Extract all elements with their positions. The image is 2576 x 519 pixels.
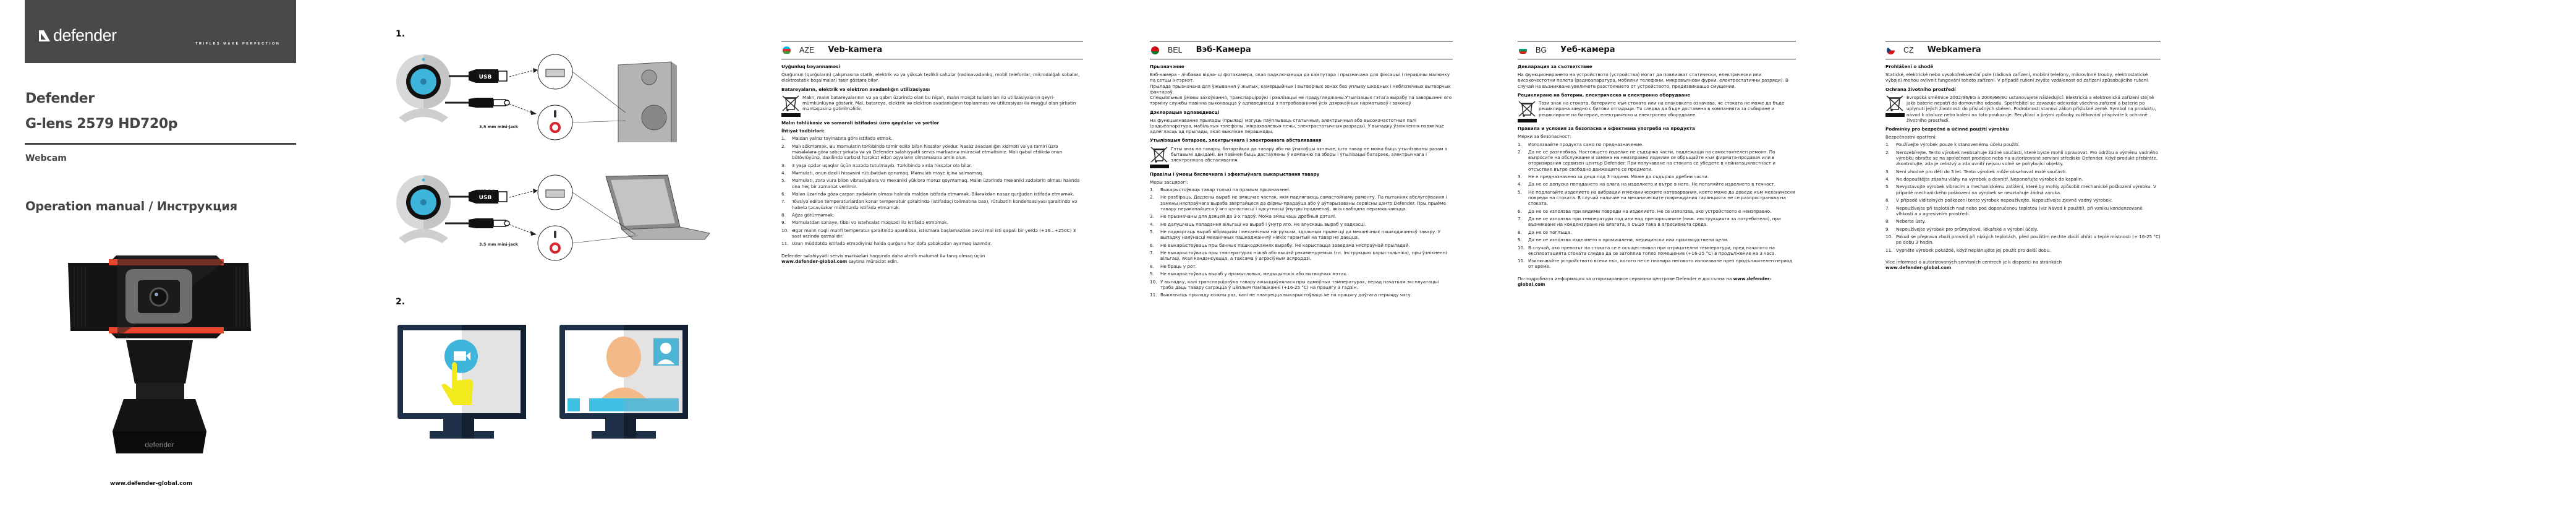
item-text: Neberte ústy. [1896, 218, 1926, 225]
section-header-aze [781, 41, 1083, 59]
precaution-item [781, 228, 1083, 239]
step-2-number: 2. [396, 297, 406, 307]
precaution-item [781, 199, 1083, 210]
item-number: 11. [781, 241, 789, 247]
declaration-heading: Декларация за съответствие [1518, 64, 1592, 69]
precaution-item [1150, 187, 1453, 192]
precaution-item [1150, 242, 1453, 248]
recycling-text: Evropská směmice 2002/96/EG a 2006/66/EU ustanovujete následující: Elektrická a elektronická zařízení stejně jako baterie nepatří do domovního odpadu. Spotřebitel se zavazuje odevzdat všechna zařízení a baterie po uplynutí jejich životnosti do příslušných sběren. Podrobnosti stanoví zákon příslušné země. Symbol na produktu, návod k obsluze nebo balení na toto poukazuje. Recyklací a jinými způsoby zužitkování přispíváte k ochraně životního prostředí. [1906, 94, 2156, 123]
item-text: Məmulatı, zərə vura bilən vibrasiyalara və mexaniki yüklərə məruz qoymamaq. Malın üzərində mexaniki zədələrin olması halında ona heç bir zəmanət verilmir. [792, 178, 1080, 189]
footer-note [1518, 276, 1796, 287]
brand-logo-text: defender [53, 26, 117, 45]
footer-website-link[interactable]: www.defender-global.com [1518, 275, 1772, 287]
item-number: 8. [781, 212, 786, 218]
precaution-item [1150, 264, 1453, 269]
item-number: 6. [1518, 208, 1522, 214]
pc-connection-diagram [396, 49, 717, 142]
item-text: Да не се разглобява. Настоящето изделие не съдържа части, подлежащи на самостоятелен ремонт. По въпросите на обслужване и замяна на неизправно изделие се обръщайте към фирмата-продавач или в оторизирания сервизен център Defender. При получаване на стоката се убедете в нейнатацялостност и отсъствие вътре свободно движещите се предмети. [1528, 148, 1775, 172]
usb-plug-label: USB [478, 74, 492, 80]
recycling-block [781, 95, 1083, 117]
item-number: 8. [1885, 218, 1890, 225]
footer-text: По-подробната информация за оторизираните сервизни центрове Defender е достъпна на [1518, 275, 1733, 281]
item-number: 2. [1150, 194, 1154, 200]
item-number: 6. [1885, 197, 1890, 204]
precaution-item [1150, 229, 1453, 240]
item-number: 7. [781, 199, 786, 205]
footer-note [1885, 259, 2161, 270]
precaution-item [781, 144, 1083, 161]
page-bg [1518, 41, 1796, 289]
item-text: Maldan yalnız təyinatına görə istifadə etmək. [792, 135, 893, 142]
item-text: Не разбіраць. Дадзены выраб не змяшчае частак, якія падлягаюць самастойнаму рамонту. Па пытаннях абслугоўвання і замены няспраўнага выраба звяртайцеся да фірмы-прадаўца або ў аўтарызаваны сервісны цэнтр Defender. Пры прыёме тавару пераканайцеся ў яго цэласнасці і адсутнасці ўнутры прадметаў, якія свабодна перамяшчаюцца. [1160, 194, 1447, 212]
precautions-list [781, 135, 1083, 246]
item-text: Използвайте продукта само по предназначение. [1528, 141, 1644, 147]
precaution-item [1885, 176, 2161, 182]
page-title: Veb-kamera [828, 45, 883, 54]
item-number: 10. [1885, 233, 1893, 239]
precaution-item [1518, 149, 1796, 172]
crossed-out-wheelie-bin-icon [1150, 146, 1168, 163]
precaution-item [781, 191, 1083, 197]
recycling-heading: Ochrana životního prostředí [1885, 86, 1956, 92]
precaution-item [1518, 142, 1796, 147]
item-number: 6. [781, 191, 786, 197]
precautions-heading: Мерки за безопасност: [1518, 134, 1571, 140]
item-text: Tövsiyə edilən temperaturlardan kənar temperatuir şəraitində (istifadəçi təlimatına bax), rütubətin kondensasiyası şəraitində və habelə təcavüzkar mühitlərdə istifadə etməmək. [792, 199, 1078, 210]
declaration-text: На функцыянаванне прылады (прылад) могуць паўплываць статычныя, электрычныя або высокачастотныя палі (радыёапаратура, мабільныя тэлефоны, мікрахвалевыя печы, электрастатычныя разрады). У выпадку ўзнікнення павялічце адлегласць ад прылады, якая выклікае перашкоды. [1150, 117, 1445, 135]
recycling-block [1885, 95, 2161, 123]
item-number: 1. [781, 135, 786, 142]
item-number: 11. [1885, 247, 1893, 253]
declaration-heading: Дэкларацыя адпаведнасці [1150, 109, 1220, 115]
item-text: Používejte výrobek pouze k stanovenému účelu použití. [1896, 142, 2020, 148]
item-text: Məmulatı, onun daxili hissəsini rütubətdən qorumaq. Məmulatı maye içinə salmamaq. [792, 169, 984, 176]
item-number: 5. [1885, 184, 1890, 190]
item-number: 3. [1518, 174, 1522, 179]
purpose-heading: Прызначэнне [1150, 64, 1184, 69]
item-number: 7. [1885, 205, 1890, 211]
item-number: 5. [1150, 229, 1154, 235]
rules-heading: Правила и условия за безопасна и ефективна употреба на продукта [1518, 126, 1695, 132]
precaution-item [781, 220, 1083, 225]
precaution-item [1150, 292, 1453, 298]
footer-website-link[interactable]: www.defender-global.com [781, 258, 848, 264]
precautions-heading: İhtiyat tədbirləri: [781, 128, 825, 134]
item-text: Да не се използва при температури под или над препоръчаните (виж. инструкцията за потребителя), при възникване на кондензиране на влагата, а също така в агресивната среда. [1528, 216, 1781, 228]
precautions-heading: Меры засцярогі: [1150, 179, 1188, 185]
item-text: Не подлагайте изделието на вибрации и механическите натоварвания, което може да доведе към механически повреди на стоката. В случай наличие на механическите повреждания гаранцията не се разпространява на стоката. [1528, 189, 1795, 207]
item-number: 11. [1518, 258, 1525, 264]
jack-label-pc: 3.5 mm mini-jack [479, 124, 518, 129]
precaution-item [781, 212, 1083, 218]
item-number: 7. [1518, 216, 1522, 222]
page-title: Уеб-камера [1560, 45, 1615, 54]
purpose-text-1: Вэб-камера - лічбавая відэа- ці фотакамера, якая падключаецца да кампутара і прызначана для фіксацыі і перадачы малюнку па сетцы Інтэрнэт. [1150, 72, 1450, 84]
manual-title: Operation manual / Инструкция [25, 199, 237, 213]
item-number: 2. [1518, 148, 1522, 155]
item-number: 4. [1518, 181, 1522, 187]
precaution-item [1150, 213, 1453, 219]
precaution-item [1518, 229, 1796, 235]
purpose-text-3: Спецыяльныя ўмовы захоўвання, транспарціроўкі і рэалізацыі не прадугледжаны.Утылізацыя гэтага вырабу па завяршэнні яго тэрміну службы павінна выконвацца ў адпаведнасці з патрабаваннямі ўсіх дзяржаўных нарматываў і законаў [1150, 95, 1452, 106]
item-text: Не прызначаны для дзяцей да 3-х гадоў. Можа змяшчаць дробныя дэталі. [1160, 213, 1337, 220]
precaution-item [1885, 197, 2161, 203]
caller-avatar-icon [606, 337, 641, 377]
brand-slogan: TRIFLES MAKE PERFECTION [195, 42, 281, 46]
item-text: Malı sökməmək. Bu məmulatın tərkibində təmir edilə bilən hissələr yoxdur. Nasaz avadanlığın xidməti və ya təmiri üzrə məsələlərə görə satıcı-şirkətə və ya Defender səlahiyyətli servis mərkəzinə müraciət etməlisiniz. Malı qəbul etdikdə onun bütövlüyünə, daxilində sərbəst hərəkət edən əşyaların olmamasına əmin olun. [792, 143, 1063, 161]
item-number: 11. [1150, 292, 1157, 298]
item-number: 4. [1885, 176, 1890, 182]
item-text: Ne dopouštějte zásahu vláhy na výrobek a dovnitř. Neponořujte výrobek do kapalin. [1896, 176, 2083, 182]
rules-heading: Правілы і ўмовы бяспечнага і эфектыўнага выкарыстання тавару [1150, 171, 1320, 177]
item-text: Nepoužívejte výrobek pro průmyslové, lékařské a výrobní účely. [1896, 226, 2038, 232]
item-text: Не падвяргаць выраб вібрацыям і механічным нагрузкам, здольным прывесці да механічных пашкоджанняў тавару. У выпадку наяўнасці механічных пашкоджанняў ніякіх гарантый на тавар не даецца. [1160, 229, 1441, 241]
item-number: 8. [1518, 229, 1522, 235]
product-brand-title: Defender [25, 91, 95, 106]
precaution-item [1885, 234, 2161, 245]
item-text: Да не се използва при видими повреди на изделието. Не се използва, ако устройството е неизправно. [1528, 208, 1772, 214]
precaution-item [781, 241, 1083, 246]
item-text: Не дапушчаць пападання вільгаці на выраб і ўнутр яго. Не апускаць выраб у вадкасці. [1160, 221, 1366, 227]
item-number: 9. [1518, 237, 1522, 243]
footer-text: Defender səlahiyyətli servis mərkəzləri haqqında daha ətraflı məlumat ilə tanış olmaq üçün [781, 252, 985, 259]
crossed-out-wheelie-bin-icon [781, 95, 800, 112]
item-text: Не выкарыстоўваць пры тэмпературах ніжэй або вышэй рэкамендуемых (гл. інструкцыю карыстальніка), пры ўзнікненні вільгаці, якая кандэнсуецца, а таксама ў агрэсіўным асяроддзі. [1160, 250, 1447, 262]
precaution-item [1518, 174, 1796, 179]
section-header-bg [1518, 41, 1796, 59]
item-text: В случай, ако превозът на стоката се е осъществявал при отрицателни температури, пред началото на експлоатацията стоката следва да се затоплив топло помещение (+16-25 °C) в продължение на 3 часа. [1528, 244, 1776, 256]
footer-text: Více informací o autorizovaných servisních centrech je k dispozici na stránkách [1885, 259, 2062, 265]
precaution-item [1150, 271, 1453, 277]
page-cz [1885, 41, 2161, 272]
item-number: 3. [781, 162, 786, 168]
item-number: 1. [1885, 142, 1890, 148]
monitor-active-video-call [559, 325, 697, 442]
product-type: Webcam [25, 153, 67, 163]
precaution-item [781, 178, 1083, 189]
language-code: BG [1536, 46, 1547, 54]
precaution-item [1518, 189, 1796, 207]
item-text: Выключаць прыладу кожны раз, калі не плануецца выкарыстоўваць яе на працягу доўгага перыяду часу. [1160, 292, 1412, 298]
declaration-heading: Uyğunluq bəyannaməsi [781, 64, 840, 69]
footer-tail: saytına müraciət edin. [847, 258, 899, 264]
rules-heading: Malın təhlükəsiz və səmərəli istifadəsi üzrə qaydalar və şərtlər [781, 119, 940, 126]
item-text: Ağza götürməmək. [792, 212, 835, 218]
usb-label-pc: USB 2.0 [477, 70, 495, 75]
recycling-block [1518, 100, 1796, 122]
item-text: У выпадку, калі транспарціроўка тавару ажыццяўлялася пры адмоўных тэмпературах, перад пачаткам эксплуатацыі трэба даць тавару сагрэцца ў цёплым памяшканні (+16-25 °C) на працягу 3 гадзін. [1160, 278, 1439, 290]
item-number: 3. [1150, 213, 1154, 220]
crossed-out-wheelie-bin-icon [1518, 100, 1536, 118]
page-aze [781, 41, 1083, 266]
footer-note [781, 253, 1083, 264]
precaution-item [1885, 184, 2161, 195]
item-text: Není vhodné pro děti do 3 let. Tento výrobek může obsahovat malé součásti. [1896, 168, 2067, 174]
item-text: Malən üzərində gözə çarpan zədələrin olması halında maldan istifadə etməmək. Bilərəkdən nasaz qurğudan istifadə etməmək. [792, 191, 1074, 197]
precaution-item [1518, 245, 1796, 256]
laptop-connection-diagram [396, 170, 717, 263]
usb-label-laptop: USB 2.0 [477, 189, 495, 194]
precaution-item [1885, 150, 2161, 167]
declaration-text: Qurğunun (qurğuların) çalışmasına statik, elektrik və ya yüksək tezlikli sahələr (radioavadanlıq, mobil telefonlar, mikrodalğalı sobalar, elektrostatik boşalmalar) təsir göstərə bilər. [781, 72, 1080, 84]
webcam-base-logo: defender [145, 440, 174, 449]
item-text: Nepoužívejte při teplotách nad nebo pod doporučenou teplotou (viz Návod k použití), při vzniku kondenzované vlhkosti a v agresivním prostředí. [1896, 205, 2143, 217]
recycling-heading: Batareyaların, elektrik və elektron avadanlığın utilizasiyası [781, 86, 930, 92]
precaution-item [1885, 247, 2161, 253]
precaution-item [1885, 226, 2161, 232]
item-number: 9. [1885, 226, 1890, 232]
item-text: Uzun müddətdə istifadə etmədiyiniz halda qurğunu hər dəfə şəbəkədən ayırmaq lazımdır. [792, 241, 992, 247]
item-number: 4. [1150, 221, 1154, 227]
item-text: Не е предназначено за деца под 3 години. Може да съдържа дребни части. [1528, 174, 1709, 179]
item-number: 7. [1150, 250, 1154, 256]
usb-plug-label: USB [478, 195, 492, 201]
precaution-item [1150, 194, 1453, 212]
precaution-item [781, 170, 1083, 176]
item-number: 10. [1150, 278, 1157, 285]
belarus-flag-icon [1151, 46, 1159, 54]
item-number: 10. [1518, 244, 1525, 251]
declaration-text: На функционирането на устройството (устройства) могат да повлияват статически, електрически или високочестотни полета (радиоапаратура, мобилни телефони, микровълнови фурни, електростатични разряди). В случай на възникване увеличете разстоянието от устройството, предизвикващо смущения. [1518, 72, 1788, 89]
item-text: Nevystavujte výrobek vibracím a mechanickému zatížení, které by mohly způsobit mechanické poškození výrobku. V případě mechanického poškození na výrobek se nevztahuje žádná záruka. [1896, 184, 2157, 195]
website-link[interactable]: www.defender-global.com [110, 481, 193, 487]
recycling-text: Malın, malın batareyalarının və ya qabın üzərində olan bu nişan, malın məişət tullantıları ilə utilizasiyasının qeyri-mümkünlüynə göstərir. Mal, batareya, elektrik və elektron avadanlığının toplanması və utilizasiyası ilə məşğul olan şirkətin məntəqəsinə gətirilməlidir. [802, 94, 1076, 112]
precaution-item [781, 135, 1083, 141]
precautions-list [1885, 142, 2161, 252]
language-code: BEL [1168, 46, 1183, 54]
item-text: Изключвайте устройството всеки път, когото не се планира неговото използване през продължителен период от време. [1528, 258, 1793, 270]
item-text: Pokud se přeprava zboží provádí při nízkých teplotách, před použitím nechte zboží ohřát v teplé místnosti (+ 16-25 °C) po dobu 3 hodin. [1896, 233, 2161, 246]
monitor-start-video-call [397, 325, 535, 442]
precaution-item [1518, 216, 1796, 227]
precaution-item [1885, 218, 2161, 224]
brand-logo [38, 26, 117, 45]
recycling-block [1150, 146, 1453, 168]
language-code: AZE [799, 46, 815, 54]
defender-shield-icon [38, 30, 51, 42]
item-number: 2. [1885, 149, 1890, 155]
item-number: 2. [781, 143, 786, 149]
item-number: 5. [1518, 189, 1522, 195]
recycling-heading: Утылізацыя батарэек, электрычнага і электроннага абсталявання [1150, 137, 1322, 144]
item-number: 5. [781, 178, 786, 184]
rules-heading: Podmínky pro bezpečné a účinné použití výrobku [1885, 126, 2009, 132]
precaution-item [1518, 208, 1796, 214]
footer-website-link[interactable]: www.defender-global.com [1885, 265, 1952, 270]
precaution-item [1518, 237, 1796, 242]
precautions-heading: Bezpečnostní opatření: [1885, 134, 1937, 140]
step-1-number: 1. [396, 29, 406, 39]
item-text: Не выкарыстоўваць пры бачных пашкоджаннях вырабу. Не карыстацца заведама няспраўнай прыладай. [1160, 242, 1410, 248]
item-number: 1. [1518, 141, 1522, 147]
item-text: Nerozebírejte. Tento výrobek neobsahuje žádné součásti, které byste mohli opravovat. Pro údržbu a výměnu vadného výrobku obraťte se na společnost prodejce nebo na autorizované servisní středisko Defender. Když produkt přebíráte, zkontrolujte, zda je celistvý a zda uvnitř nejsou volně se pohybující objekty. [1896, 149, 2158, 167]
precaution-item [1150, 221, 1453, 227]
item-text: Выкарыстоўваць тавар толькі па прамым прызначэнні. [1160, 187, 1291, 193]
precaution-item [1885, 169, 2161, 174]
item-number: 10. [781, 227, 789, 233]
page-title: Webkamera [1927, 45, 1981, 54]
webcam-product-image [62, 251, 260, 461]
precautions-list [1518, 142, 1796, 270]
precaution-item [1150, 250, 1453, 261]
item-text: Əgər malın nəqli mənfi temperatur şəraitində aparılıbsa, istismara başlamazdan əvvəl mal isti qapalı bir yerdə (+16...+250C) 3 saat ərzində qızmalıdır. [792, 227, 1076, 239]
item-text: Да не се допуска попадането на влага на изделието и вътре в него. Не потапяйте изделието в течност. [1528, 181, 1775, 187]
recycling-heading: Рециклиране на батерии, електрическо и електронно оборудване [1518, 92, 1691, 98]
precaution-item [1518, 181, 1796, 187]
item-text: Да не се поглъща. [1528, 229, 1572, 235]
section-header-bel [1150, 41, 1453, 59]
language-code: CZ [1903, 46, 1914, 54]
azerbaijan-flag-icon [783, 46, 791, 54]
declaration-heading: Prohlášení o shodě [1885, 64, 1934, 69]
crossed-out-wheelie-bin-icon [1885, 95, 1904, 112]
item-text: V případě viditelných poškození tento výrobek nepoužívejte. Nepoužívejte zjevně vadný výrobek. [1896, 197, 2113, 204]
item-number: 1. [1150, 187, 1154, 193]
item-number: 3. [1885, 168, 1890, 174]
declaration-text: Statické, elektrické nebo vysokofrekvenční pole (rádiová zařízení, mobilní telefony, mikrovlnné trouby, elektrostatické výboje) mohou ovlivnit fungování tohoto zařízení. V případě rušení zvyšte vzdálenost od zařízení způsobujícího rušení. [1885, 72, 2149, 84]
item-number: 9. [781, 220, 786, 226]
bulgaria-flag-icon [1519, 46, 1527, 54]
recycling-text: Гэты знак на тавары, батарэйках да тавару або на ўпакоўцы азначае, што тавар не можа быць утылізаваны разам з бытавымі адкідамі. Ён павінен быць дастаўлены ў кампанію па зборы і ўтылізацыі батарэек, электрычнага і электроннага абсталявання. [1171, 145, 1447, 163]
precautions-list [1150, 187, 1453, 298]
precaution-item [781, 163, 1083, 168]
title-divider [25, 143, 296, 145]
czech-flag-icon [1887, 46, 1895, 54]
item-text: Не браць у рот. [1160, 263, 1197, 269]
item-number: 8. [1150, 263, 1154, 269]
item-number: 4. [781, 169, 786, 176]
item-text: Vypněte výrobek pokaždé, když neplánujete jej použít pro delší dobu. [1896, 247, 2051, 253]
page-title: Вэб-Камера [1196, 45, 1251, 54]
precaution-item [1885, 142, 2161, 147]
purpose-text-2: Прылада прызначана для ўжывання ў жылых, камерцыйных і вытворчых зонах без уплыву шкодных і небяспечных вытворчых фактараў. [1150, 83, 1451, 95]
page-bel [1150, 41, 1453, 300]
item-text: Məmulatdan sənaye, tibbi və istehsalat məqsədi ilə istifadə etməmək. [792, 220, 948, 226]
precaution-item [1150, 279, 1453, 290]
item-text: Да не се използва изделието в промишлени, медицински или производствени цели. [1528, 237, 1728, 243]
item-number: 9. [1150, 271, 1154, 277]
item-text: 3 yaşa qədər uşaqlar üçün nəzədə tutulmayıb. Tərkibində xırda hissələr ola bilər. [792, 162, 972, 168]
product-model-title: G-lens 2579 HD720p [25, 116, 178, 132]
recycling-text: Този знак на стоката, батериите към стоката или на опаковката означава, че стоката не може да бъде рециклирана заедно с битови отпадъци. Тя следва да бъде доставена в компанията за събиране и рециклиране на батерии, електрическо и електронно оборудване. [1539, 100, 1785, 118]
item-text: Не выкарыстоўваць выраб у прамысловых, медыцынскіх або вытворчых мэтах. [1160, 271, 1348, 277]
item-number: 6. [1150, 242, 1154, 248]
jack-label-laptop: 3.5 mm mini-jack [479, 242, 518, 247]
section-header-cz [1885, 41, 2161, 59]
precaution-item [1885, 205, 2161, 217]
precaution-item [1518, 258, 1796, 269]
